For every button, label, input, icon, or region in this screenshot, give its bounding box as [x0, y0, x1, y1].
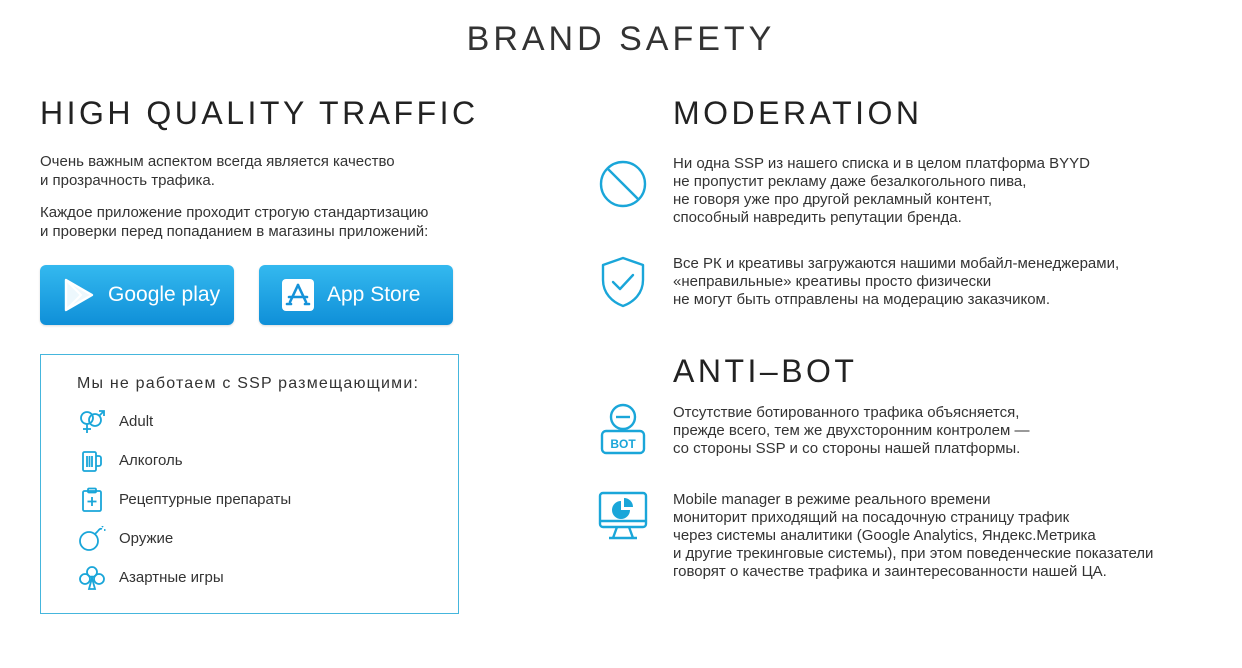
medicine-icon	[77, 486, 107, 514]
section-heading-traffic: HIGH QUALITY TRAFFIC	[40, 95, 479, 131]
google-play-button[interactable]	[40, 265, 234, 325]
antibot-text-1: Отсутствие ботированного трафика объясняется, прежде всего, тем же двухсторонним контролем — со стороны SSP и со стороны нашей платформы.	[673, 404, 1030, 457]
google-play-icon	[62, 278, 96, 312]
analytics-monitor-icon	[596, 489, 650, 543]
moderation-text-1: Ни одна SSP из нашего списка и в целом платформа BYYD не пропустит рекламу даже безалкогольного пива, не говоря уже про другой рекламный контент, способный навредить репутации бренда.	[673, 155, 1090, 226]
moderation-text-2: Все РК и креативы загружаются нашими мобайл-менеджерами, «неправильные» креативы просто физически не могут быть отправлены на модерацию заказчиком.	[673, 255, 1120, 308]
list-item	[77, 558, 458, 597]
list-item	[77, 441, 458, 480]
traffic-paragraph-2: Каждое приложение проходит строгую стандартизацию и проверки перед попаданием в магазины приложений:	[40, 204, 429, 240]
app-store-button[interactable]	[259, 265, 453, 325]
store-buttons	[40, 265, 470, 325]
prohibited-icon	[596, 157, 650, 211]
list-item-label: Алкоголь	[119, 452, 183, 469]
excluded-ssp-title: Мы не работаем с SSP размещающими:	[77, 375, 420, 392]
section-heading-moderation: MODERATION	[673, 95, 923, 131]
list-item-label: Азартные игры	[119, 569, 224, 586]
club-suit-icon	[77, 564, 107, 592]
app-store-icon	[281, 278, 315, 312]
list-item	[77, 402, 458, 441]
antibot-item-1	[596, 404, 1236, 458]
bot-icon	[596, 402, 650, 456]
moderation-item-1	[596, 155, 1236, 227]
excluded-category-list	[77, 402, 458, 597]
moderation-antibot-column	[596, 95, 1236, 581]
excluded-ssp-box	[40, 354, 459, 614]
shield-check-icon	[596, 255, 650, 309]
antibot-text-2: Mobile manager в режиме реального времени мониторит приходящий на посадочную страницу трафик через системы аналитики (Google Analytics, Яндекс.Метрика и другие трекинговые системы), при этом поведенческие показатели говорят о качестве трафика и заинтересованности нашей ЦА.	[673, 491, 1154, 580]
list-item	[77, 519, 458, 558]
bot-icon-label: BOT	[610, 437, 636, 451]
app-store-label: App Store	[327, 283, 421, 306]
bomb-icon	[77, 525, 107, 553]
antibot-item-2	[596, 491, 1236, 581]
beer-mug-icon	[77, 447, 107, 475]
list-item-label: Adult	[119, 413, 154, 430]
google-play-label: Google play	[108, 283, 221, 306]
gender-symbols-icon	[77, 408, 107, 436]
list-item-label: Рецептурные препараты	[119, 491, 292, 508]
high-quality-traffic-section	[40, 95, 479, 614]
moderation-item-2	[596, 255, 1236, 309]
page-title: BRAND SAFETY	[466, 20, 776, 58]
list-item	[77, 480, 458, 519]
section-heading-antibot: ANTI–BOT	[673, 353, 858, 389]
list-item-label: Оружие	[119, 530, 174, 547]
traffic-paragraph-1: Очень важным аспектом всегда является качество и прозрачность трафика.	[40, 153, 395, 189]
